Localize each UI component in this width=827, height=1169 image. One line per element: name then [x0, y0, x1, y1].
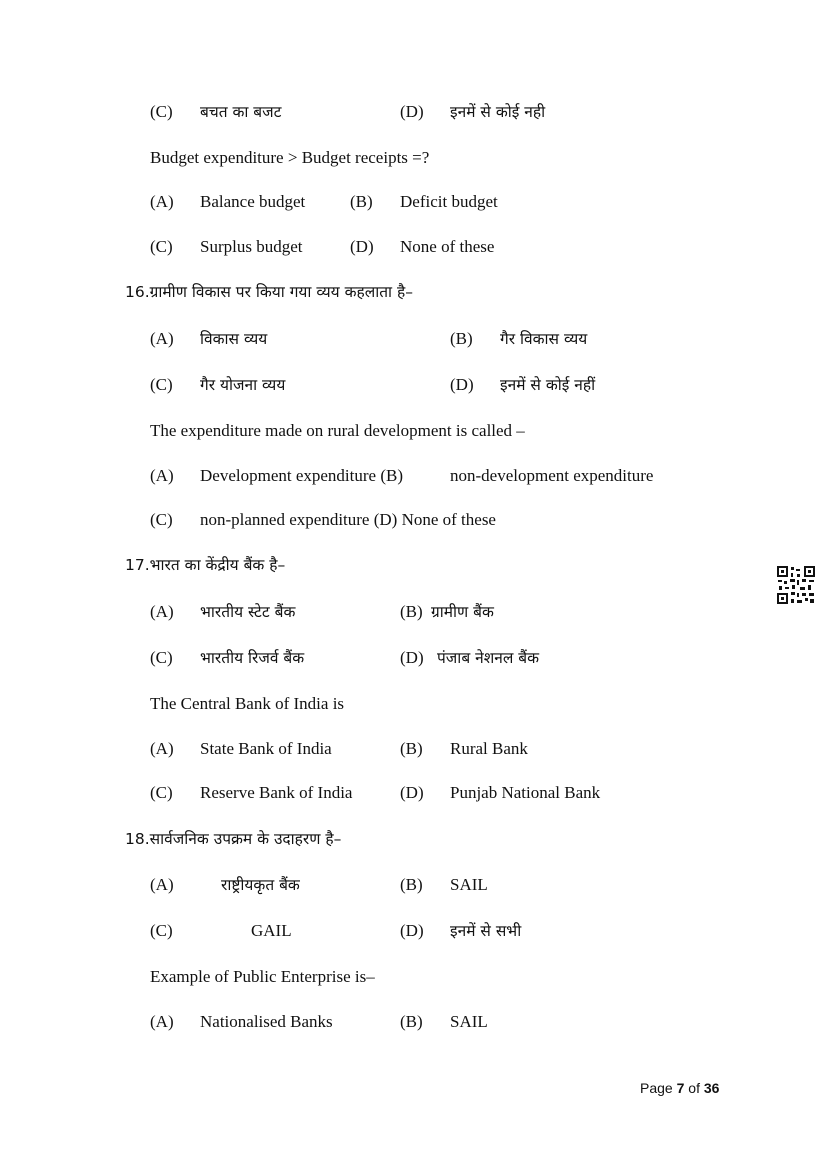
- footer-page-word: Page: [640, 1080, 673, 1096]
- q17-option-c-hindi: भारतीय रिजर्व बैंक: [200, 649, 305, 667]
- page-footer: [640, 1080, 719, 1096]
- q16-question-hindi: 16.ग्रामीण विकास पर किया गया व्यय कहलाता है–: [125, 283, 413, 301]
- q17-option-c-label: (C): [150, 648, 173, 667]
- q18-option-c-english: GAIL: [251, 921, 292, 940]
- q17-question-hindi: 17.भारत का केंद्रीय बैंक है–: [125, 556, 286, 574]
- q16-option-b-english: non-development expenditure: [450, 466, 654, 485]
- q15-option-a-english: Balance budget: [200, 192, 306, 211]
- q16-option-cd-english: non-planned expenditure (D) None of these: [200, 510, 496, 529]
- q17-option-a2-label: (A): [150, 739, 174, 758]
- footer-of-word: of: [688, 1080, 700, 1096]
- q18-question-hindi: 18.सार्वजनिक उपक्रम के उदाहरण है–: [125, 830, 342, 848]
- q17-option-d-english: Punjab National Bank: [450, 783, 601, 802]
- q18-question-english: Example of Public Enterprise is–: [150, 967, 375, 986]
- q18-option-a-english: Nationalised Banks: [200, 1012, 333, 1031]
- q17-option-b-english: Rural Bank: [450, 739, 528, 758]
- q17-option-c2-label: (C): [150, 783, 173, 802]
- q17-option-d2-label: (D): [400, 783, 424, 802]
- q17-question-english: The Central Bank of India is: [150, 694, 345, 713]
- q16-option-ab-english: Development expenditure (B): [200, 466, 403, 485]
- q18-option-d-hindi: इनमें से सभी: [450, 922, 522, 940]
- q17-option-a-english: State Bank of India: [200, 739, 332, 758]
- q15-option-b-english: Deficit budget: [400, 192, 498, 211]
- q17-option-d-hindi: पंजाब नेशनल बैंक: [437, 649, 540, 667]
- q15-question-english: Budget expenditure > Budget receipts =?: [150, 148, 430, 167]
- qr-code-icon: [777, 566, 815, 604]
- q15-option-d-label: (D): [400, 102, 424, 121]
- q18-option-b2-label: (B): [400, 1012, 423, 1031]
- q15-option-b-label: (B): [350, 192, 373, 211]
- q18-option-b2-english: SAIL: [450, 1012, 488, 1031]
- footer-current-page: 7: [676, 1080, 685, 1096]
- q15-option-c-hindi: बचत का बजट: [200, 103, 282, 121]
- q17-option-b-hindi: ग्रामीण बैंक: [431, 603, 494, 621]
- q18-option-a2-label: (A): [150, 1012, 174, 1031]
- q16-option-c-label: (C): [150, 375, 173, 394]
- q17-option-c-english: Reserve Bank of India: [200, 783, 353, 802]
- q18-option-c-label: (C): [150, 921, 173, 940]
- q18-option-b-english: SAIL: [450, 875, 488, 894]
- q15-option-d2-label: (D): [350, 237, 374, 256]
- q17-option-d-label: (D): [400, 648, 424, 667]
- q16-option-a-label: (A): [150, 329, 174, 348]
- q16-question-english: The expenditure made on rural development is called –: [150, 421, 525, 440]
- q18-option-d-label: (D): [400, 921, 424, 940]
- q15-option-c2-label: (C): [150, 237, 173, 256]
- q15-option-a-label: (A): [150, 192, 174, 211]
- q18-option-b-label: (B): [400, 875, 423, 894]
- q16-option-c-hindi: गैर योजना व्यय: [200, 376, 286, 394]
- q15-option-d-hindi: इनमें से कोई नही: [450, 103, 546, 121]
- q16-option-b-label: (B): [450, 329, 473, 348]
- q15-option-c-english: Surplus budget: [200, 237, 303, 256]
- q15-option-c-label: (C): [150, 102, 173, 121]
- q17-option-a-label: (A): [150, 602, 174, 621]
- q16-option-a2-label: (A): [150, 466, 174, 485]
- q17-option-b2-label: (B): [400, 739, 423, 758]
- footer-total-pages: 36: [703, 1080, 720, 1096]
- q16-option-d-label: (D): [450, 375, 474, 394]
- q15-option-d-english: None of these: [400, 237, 495, 256]
- q16-option-b-hindi: गैर विकास व्यय: [500, 330, 588, 348]
- q16-option-c2-label: (C): [150, 510, 173, 529]
- q16-option-a-hindi: विकास व्यय: [200, 330, 268, 348]
- q17-option-a-hindi: भारतीय स्टेट बैंक: [200, 603, 296, 621]
- q17-option-b-label: (B): [400, 602, 423, 621]
- q16-option-d-hindi: इनमें से कोई नहीं: [500, 376, 596, 394]
- q18-option-a-hindi: राष्ट्रीयकृत बैंक: [221, 876, 300, 894]
- q18-option-a-label: (A): [150, 875, 174, 894]
